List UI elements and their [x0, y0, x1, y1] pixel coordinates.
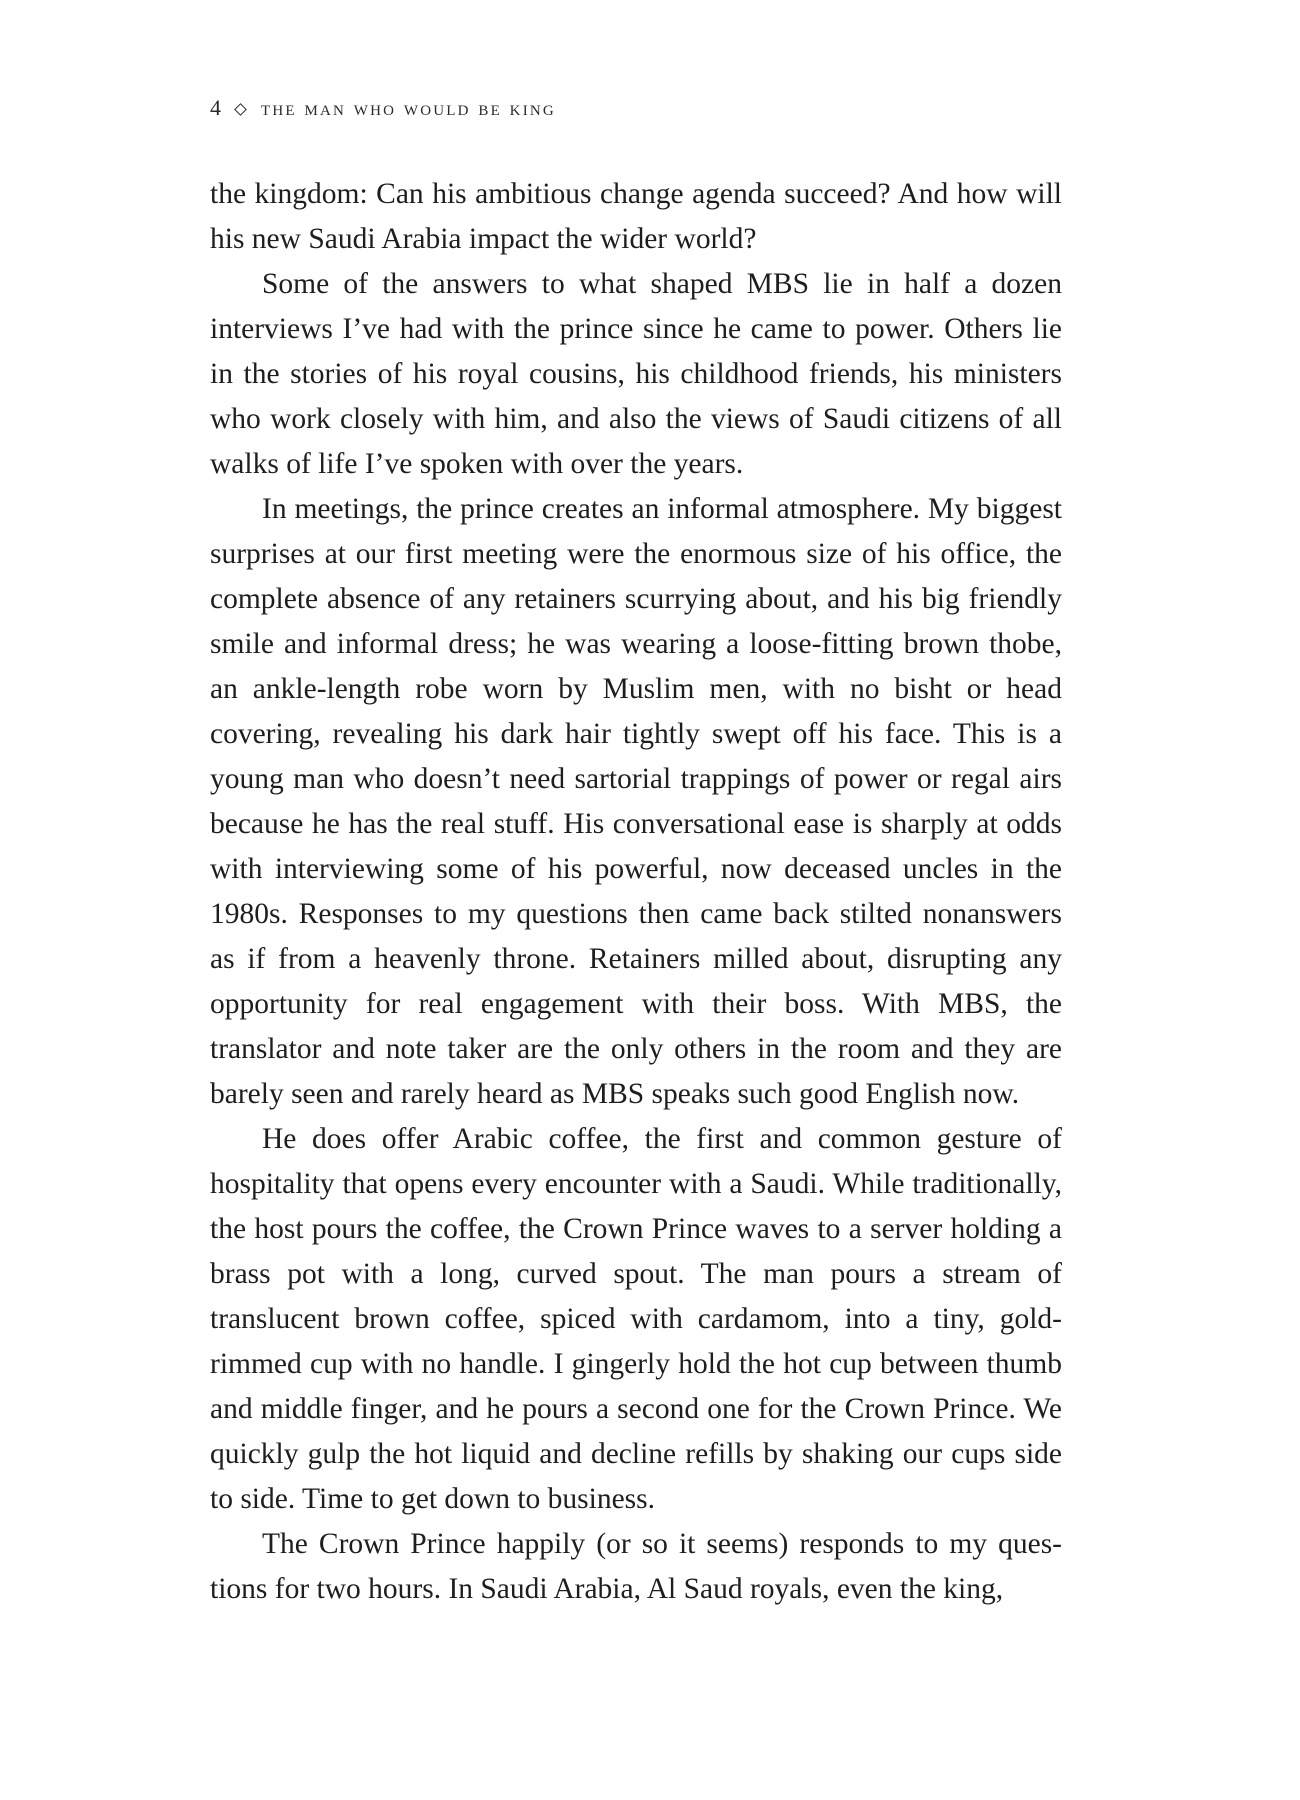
diamond-ornament-icon	[234, 103, 247, 116]
paragraph-continued: the kingdom: Can his ambitious change agenda succeed? And how will his new Saudi Arabia impact the wider world?	[210, 178, 1062, 255]
running-head	[210, 94, 1070, 122]
paragraph: The Crown Prince happily (or so it seems) responds to my questions for two hours. In Saudi Arabia, Al Saud royals, even the king,	[210, 1528, 1062, 1605]
paragraph: In meetings, the prince creates an informal atmosphere. My biggest surprises at our first meeting were the enormous size of his office, the complete absence of any retainers scurrying about, and his big friendly smile and informal dress; he was wearing a loose-fitting brown thobe, an ankle-length robe worn by Muslim men, with no bisht or head covering, revealing his dark hair tightly swept off his face. This is a young man who doesn’t need sartorial trappings of power or regal airs because he has the real stuff. His conversational ease is sharply at odds with interviewing some of his powerful, now deceased uncles in the 1980s. Responses to my questions then came back stilted nonanswers as if from a heavenly throne. Retainers milled about, disrupting any opportunity for real engagement with their boss. With MBS, the translator and note taker are the only others in the room and they are barely seen and rarely heard as MBS speaks such good English now.	[210, 493, 1062, 1110]
paragraph: Some of the answers to what shaped MBS lie in half a dozen interviews I’ve had with the prince since he came to power. Others lie in the stories of his royal cousins, his childhood friends, his ministers who work closely with him, and also the views of Saudi citizens of all walks of life I’ve spoken with over the years.	[210, 268, 1062, 480]
paragraph: He does offer Arabic coffee, the first and common gesture of hospitality that opens every encounter with a Saudi. While traditionally, the host pours the coffee, the Crown Prince waves to a server holding a brass pot with a long, curved spout. The man pours a stream of translucent brown coffee, spiced with cardamom, into a tiny, gold-rimmed cup with no handle. I gingerly hold the hot cup between thumb and middle finger, and he pours a second one for the Crown Prince. We quickly gulp the hot liquid and decline refills by shaking our cups side to side. Time to get down to business.	[210, 1123, 1062, 1515]
page-number: 4	[210, 95, 221, 120]
book-title: the man who would be king	[261, 95, 556, 120]
body-text	[210, 172, 1062, 1612]
